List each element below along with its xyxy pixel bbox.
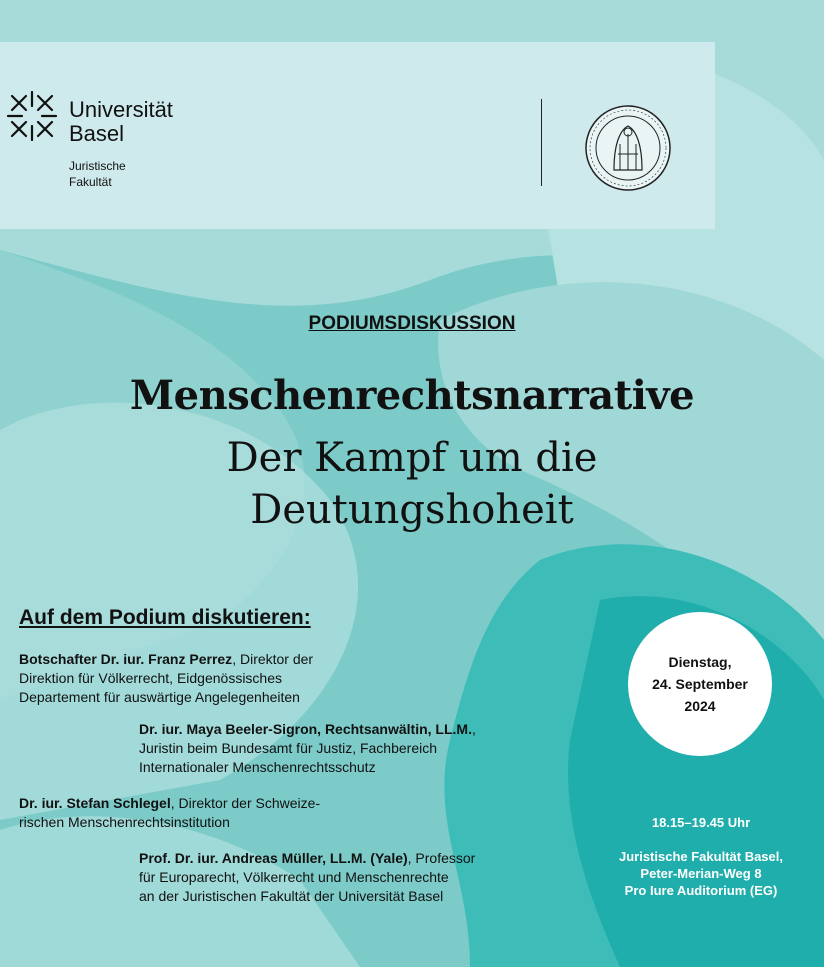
date-badge: Dienstag, 24. September 2024 (628, 612, 772, 756)
university-logo-icon (4, 88, 60, 144)
university-seal-icon (584, 104, 672, 192)
speaker-entry: Dr. iur. Stefan Schlegel, Direktor der Schweize- rischen Menschenrechtsinstitution (19, 795, 321, 830)
header-divider (541, 99, 542, 186)
faculty-name: Juristische Fakultät (69, 159, 126, 189)
university-name: Universität Basel (69, 97, 173, 146)
event-title: Menschenrechtsnarrative (129, 372, 695, 419)
speaker-entry: Prof. Dr. iur. Andreas Müller, LL.M. (Yale), Professor für Europarecht, Völkerrecht und Menschenrechte an der Juristischen Fakultät der Universität Basel (139, 850, 476, 904)
event-subtitle: Der Kampf um die Deutungshoheit (226, 435, 598, 533)
event-kicker: PODIUMSDISKUSSION (308, 313, 516, 334)
event-location: Juristische Fakultät Basel, Peter-Merian-Weg 8 Pro Iure Auditorium (EG) (618, 849, 783, 898)
speaker-entry: Dr. iur. Maya Beeler-Sigron, Rechtsanwältin, LL.M., Juristin beim Bundesamt für Justiz, Fachbereich Internationaler Menschenrechtsschutz (139, 721, 476, 775)
speaker-entry: Botschafter Dr. iur. Franz Perrez, Direktor der Direktion für Völkerrecht, Eidgenössisches Departement für auswärtige Angelegenheiten (19, 651, 314, 705)
event-time: 18.15–19.45 Uhr (651, 815, 751, 830)
panel-heading: Auf dem Podium diskutieren: (19, 606, 311, 629)
